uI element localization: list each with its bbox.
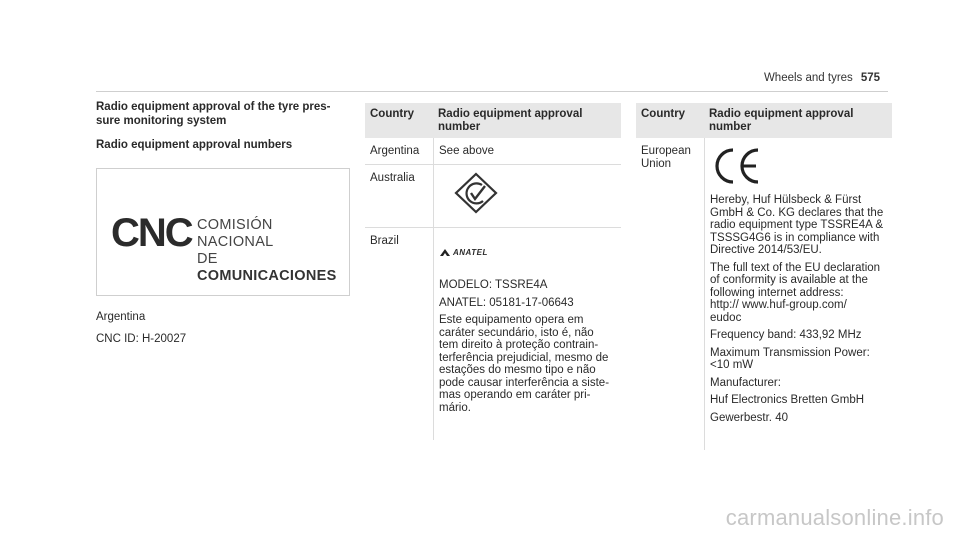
- cnc-logo-box: [96, 168, 350, 296]
- availability-url-line: eudoc: [710, 311, 742, 324]
- anatel-logo: [439, 248, 621, 257]
- anatel-logo-word: ANATEL: [453, 248, 488, 257]
- header-approval-number: [704, 108, 892, 133]
- watermark: carmanualsonline.info: [725, 505, 944, 530]
- notice-line: mas operando em caráter pri-: [439, 389, 591, 401]
- table-row: [636, 138, 892, 450]
- cnc-logo-text: [197, 217, 349, 285]
- section-name: Wheels and tyres: [763, 72, 853, 84]
- table-row: [365, 228, 621, 440]
- section-title-line-1: Radio equipment approval of the tyre pres-: [96, 101, 331, 113]
- header-approval-line-1: Radio equipment approval: [709, 108, 854, 120]
- cnc-logo-line-2: [197, 251, 349, 285]
- cnc-logo-line-2-prefix: DE: [197, 251, 218, 267]
- max-power-label: Maximum Transmission Power:: [710, 346, 870, 359]
- notice-line: caráter secundário, isto é, não: [439, 326, 594, 339]
- country-cell: Argentina: [370, 145, 420, 157]
- rcm-compliance-icon: [453, 171, 499, 215]
- declaration-line: Hereby, Huf Hülsbeck & Fürst: [710, 194, 862, 206]
- approval-cell: [433, 165, 621, 227]
- header-approval-line-2: number: [438, 120, 481, 133]
- max-power-value: <10 mW: [710, 359, 754, 371]
- page-header: [764, 72, 880, 84]
- notice-line: estações do mesmo tipo e não: [439, 364, 596, 376]
- notice-line: mário.: [439, 401, 471, 414]
- declaration-line: radio equipment type TSSRE4A &: [710, 219, 884, 231]
- modelo-line: MODELO: TSSRE4A: [439, 279, 548, 291]
- cnc-logo-line-1: COMISIÓN NACIONAL: [197, 217, 274, 250]
- page-number: 575: [860, 72, 880, 84]
- approval-table-middle: [365, 103, 621, 440]
- header-country: Country: [370, 108, 415, 120]
- header-approval-number: [433, 108, 621, 133]
- left-column: [96, 100, 352, 346]
- manufacturer-name: Huf Electronics Bretten GmbH: [710, 394, 865, 406]
- availability-line: of conformity is available at the: [710, 274, 868, 286]
- notice-line: tem direito à proteção contrain-: [439, 339, 599, 351]
- country-line-2: Union: [641, 157, 672, 170]
- country-cell: Australia: [370, 172, 415, 184]
- table-row: [365, 138, 621, 165]
- availability-line: following internet address:: [710, 286, 844, 299]
- table-header: [636, 103, 892, 138]
- cnc-logo-mark: CNC: [111, 211, 192, 255]
- manufacturer-address: Gewerbestr. 40: [710, 411, 788, 424]
- availability-url-line: http:// www.huf-group.com/: [710, 299, 847, 311]
- country-cell: Brazil: [370, 235, 399, 247]
- country-cell: [636, 138, 704, 450]
- cnc-id: CNC ID: H-20027: [96, 333, 187, 345]
- header-approval-line-2: number: [709, 120, 752, 133]
- section-title: [96, 100, 352, 128]
- notice-line: terferência prejudicial, mesmo de: [439, 351, 609, 364]
- section-title-line-2: sure monitoring system: [96, 115, 227, 127]
- table-header: [365, 103, 621, 138]
- cnc-logo-line-2-bold: COMUNICACIONES: [197, 268, 337, 284]
- notice-line: pode causar interferência a siste-: [439, 376, 610, 389]
- logo-caption: Argentina: [96, 311, 146, 323]
- availability-line: The full text of the EU declaration: [710, 261, 881, 274]
- anatel-number-line: ANATEL: 05181-17-06643: [439, 296, 574, 309]
- declaration-line: Directive 2014/53/EU.: [710, 244, 822, 256]
- frequency-band: Frequency band: 433,92 MHz: [710, 329, 862, 341]
- section-subtitle: Radio equipment approval numbers: [96, 139, 293, 151]
- country-line-1: European: [641, 145, 691, 157]
- approval-table-right: [636, 103, 892, 450]
- notice-line: Este equipamento opera em: [439, 314, 584, 326]
- header-approval-line-1: Radio equipment approval: [438, 108, 583, 120]
- declaration-line: TSSSG4G6 is in compliance with: [710, 231, 880, 244]
- table-row: [365, 165, 621, 228]
- approval-cell: See above: [433, 138, 621, 164]
- ce-mark-icon: [712, 146, 762, 186]
- anatel-mark-icon: [439, 248, 451, 257]
- manufacturer-label: Manufacturer:: [710, 376, 781, 389]
- declaration-line: GmbH & Co. KG declares that the: [710, 206, 884, 219]
- header-rule: [96, 91, 888, 92]
- approval-cell: [704, 138, 892, 450]
- header-country: Country: [641, 108, 686, 120]
- approval-cell: [433, 228, 621, 440]
